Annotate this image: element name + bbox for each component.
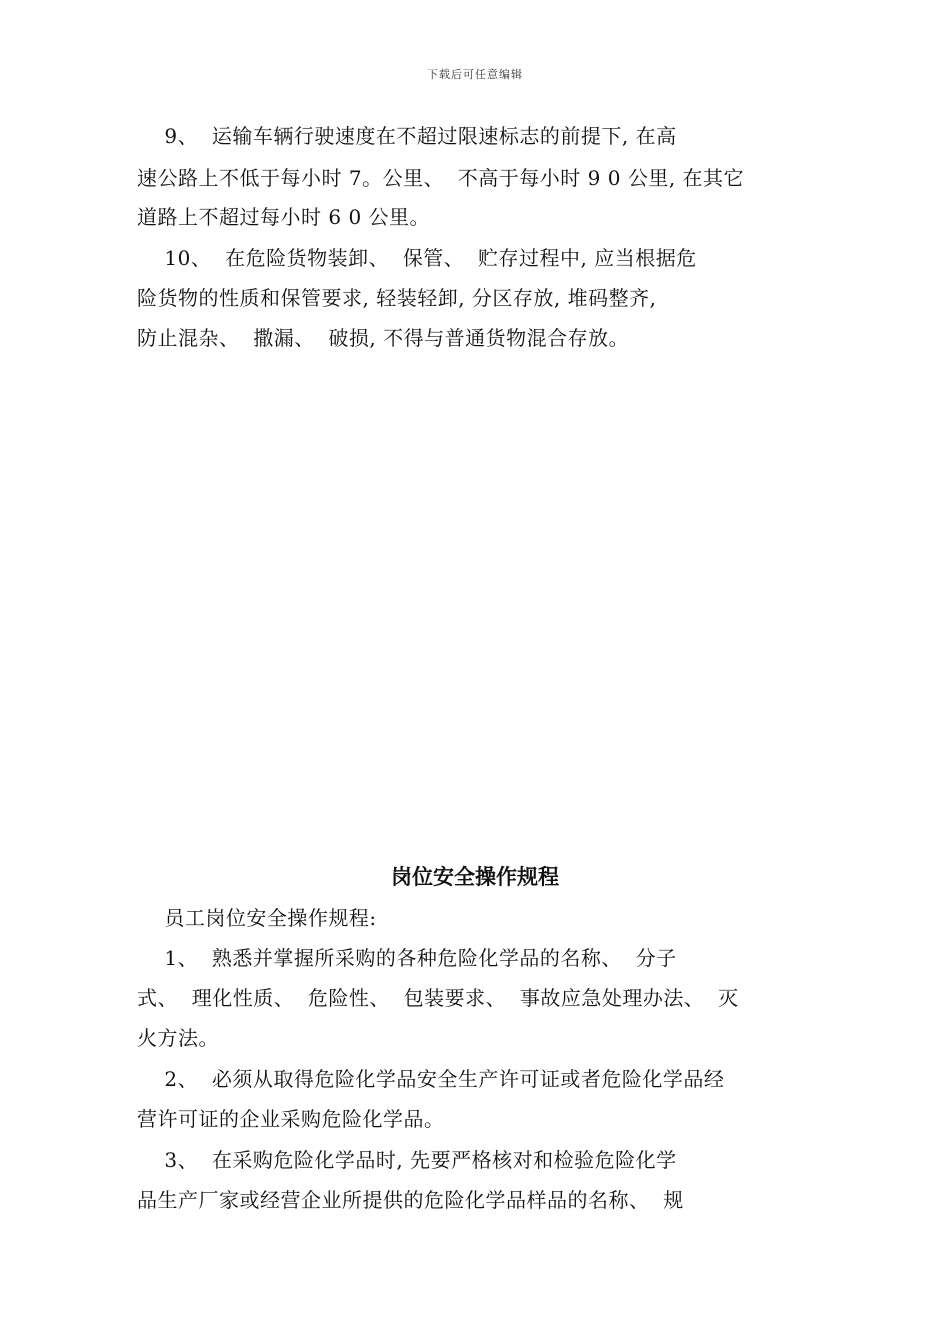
paragraph-line: 式、 理化性质、 危险性、 包装要求、 事故应急处理办法、 灭 (137, 986, 739, 1010)
paragraph-line: 营许可证的企业采购危险化学品。 (137, 1107, 445, 1131)
paragraph-line: 2、 必须从取得危险化学品安全生产许可证或者危险化学品经 (137, 1067, 725, 1091)
paragraph-line: 火方法。 (137, 1026, 219, 1050)
paragraph-line: 9、 运输车辆行驶速度在不超过限速标志的前提下, 在高 (137, 124, 677, 148)
section-title: 岗位安全操作规程 (391, 865, 559, 889)
paragraph-line: 1、 熟悉并掌握所采购的各种危险化学品的名称、 分子 (137, 946, 677, 970)
paragraph-line: 防止混杂、 撒漏、 破损, 不得与普通货物混合存放。 (137, 326, 630, 350)
paragraph-line: 10、 在危险货物装卸、 保管、 贮存过程中, 应当根据危 (137, 246, 697, 270)
paragraph-line: 速公路上不低于每小时 7。公里、 不高于每小时 9 0 公里, 在其它 (137, 166, 745, 190)
page-header-note: 下载后可任意编辑 (427, 68, 523, 81)
paragraph-line: 道路上不超过每小时 6 0 公里。 (137, 205, 431, 229)
paragraph-line: 品生产厂家或经营企业所提供的危险化学品样品的名称、 规 (137, 1188, 684, 1212)
paragraph-line: 3、 在采购危险化学品时, 先要严格核对和检验危险化学 (137, 1148, 677, 1172)
paragraph-line: 员工岗位安全操作规程: (137, 906, 377, 930)
paragraph-line: 险货物的性质和保管要求, 轻装轻卸, 分区存放, 堆码整齐, (137, 286, 657, 310)
